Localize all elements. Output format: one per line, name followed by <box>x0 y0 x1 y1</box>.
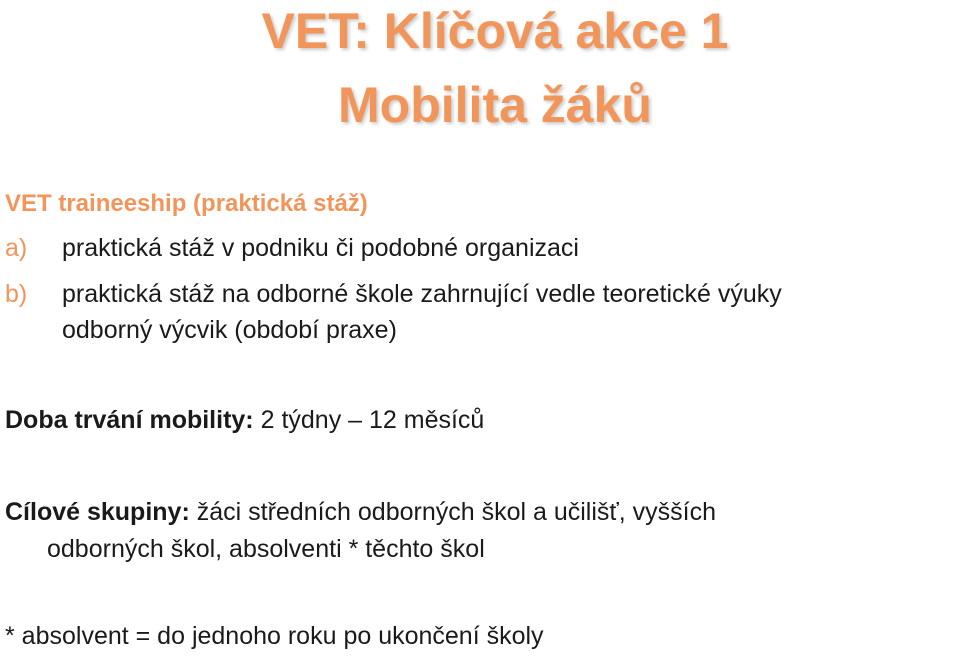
duration-value: 2 týdny – 12 měsíců <box>260 406 485 434</box>
slide-title-line-2: Mobilita žáků <box>338 77 652 133</box>
list-item-b-text: praktická stáž na odborné škole zahrnující vedle teoretické výuky <box>62 280 782 308</box>
slide-title-line-1: VET: Klíčová akce 1 <box>261 3 729 59</box>
list-marker-a: a) <box>5 234 28 262</box>
duration-line <box>5 404 484 436</box>
duration-label: Doba trvání mobility: <box>5 406 254 434</box>
list-item-b-continuation: odborný výcvik (období praxe) <box>62 316 397 344</box>
targets-value-line-2: odborných škol, absolventi * těchto škol <box>47 535 485 563</box>
targets-line-1 <box>5 496 716 528</box>
section-heading: VET traineeship (praktická stáž) <box>5 190 368 217</box>
targets-label: Cílové skupiny: <box>5 498 190 526</box>
list-item-a-text: praktická stáž v podniku či podobné organizaci <box>62 234 579 262</box>
list-marker-b: b) <box>5 280 28 308</box>
targets-value-line-1: žáci středních odborných škol a učilišť, vyšších <box>196 498 717 526</box>
footnote: * absolvent = do jednoho roku po ukončení školy <box>5 622 544 650</box>
